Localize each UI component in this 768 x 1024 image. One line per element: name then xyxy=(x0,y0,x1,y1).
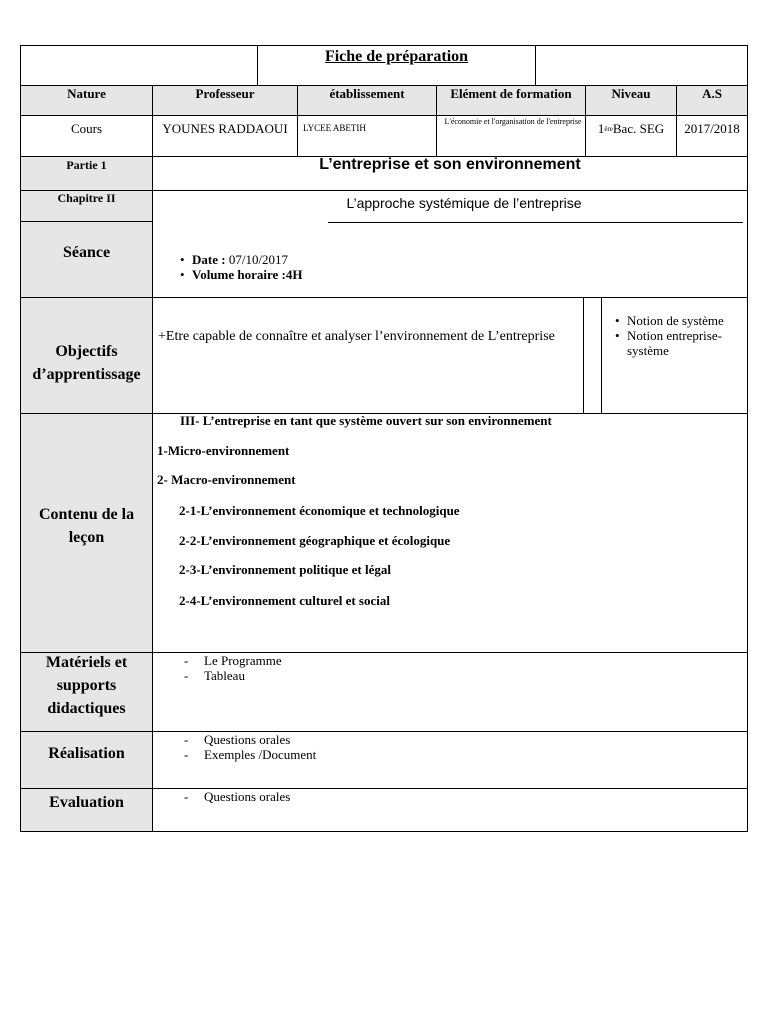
divider xyxy=(676,86,677,156)
divider xyxy=(328,222,743,223)
professeur-value: YOUNES RADDAOUI xyxy=(162,121,288,136)
divider xyxy=(20,297,748,298)
materiels-label xyxy=(21,651,152,720)
info-as xyxy=(677,116,747,142)
contenu-line: 2- Macro-environnement xyxy=(157,472,296,487)
nature-value: Cours xyxy=(70,121,103,136)
volume-text: Volume horaire :4H xyxy=(192,267,303,282)
col-header-professeur xyxy=(153,86,297,102)
seance-label xyxy=(21,240,152,264)
chapitre-label-text: Chapitre II xyxy=(57,191,116,205)
seance-volume-item xyxy=(192,267,576,282)
realisation-list-cell xyxy=(180,732,480,762)
date-value: 07/10/2017 xyxy=(225,252,289,267)
niveau-sup: ère xyxy=(604,125,613,133)
materiels-label-line3: didactiques xyxy=(47,700,126,717)
contenu-line: 2-2-L’environnement géographique et écologique xyxy=(179,533,451,548)
title-row xyxy=(20,45,748,86)
materiel-item: - Tableau xyxy=(180,668,480,683)
contenu-label-line2: leçon xyxy=(68,529,105,546)
element-value: L'économie et l'organisation de l'entreprise xyxy=(444,117,582,126)
col-header-nature xyxy=(21,86,152,102)
contenu-label xyxy=(21,503,152,549)
objectifs-label-line1: Objectifs xyxy=(55,343,118,360)
contenu-line: 2-4-L’environnement culturel et social xyxy=(179,593,390,608)
partie-value-text: L’entreprise et son environnement xyxy=(319,156,581,173)
objectifs-text-value: +Etre capable de connaître et analyser l’environnement de L’entreprise xyxy=(158,329,555,344)
col-header-as xyxy=(677,86,747,102)
materiels-label-line2: supports xyxy=(56,677,117,694)
materiels-list-cell xyxy=(180,653,480,683)
col-label: Nature xyxy=(67,86,106,101)
chapitre-value-text: L’approche systémique de l’entreprise xyxy=(346,195,582,211)
evaluation-list xyxy=(180,789,480,804)
col-label: établissement xyxy=(329,86,405,101)
evaluation-item: - Questions orales xyxy=(180,789,480,804)
as-value: 2017/2018 xyxy=(684,121,740,136)
info-element xyxy=(442,116,584,144)
title-blank-left xyxy=(20,45,258,86)
materiels-list xyxy=(180,653,480,683)
col-label: Professeur xyxy=(195,86,255,101)
divider xyxy=(297,86,298,156)
info-niveau xyxy=(586,116,676,142)
notions-list xyxy=(611,313,745,358)
objectifs-text xyxy=(158,327,578,346)
notions-cell xyxy=(611,313,745,358)
notion-item: • Notion entreprise-système xyxy=(627,328,745,358)
contenu-line: 2-1-L’environnement économique et technologique xyxy=(179,503,460,518)
partie-label-text: Partie 1 xyxy=(66,158,107,172)
col-label: A.S xyxy=(702,86,722,101)
objectifs-label-line2: d’apprentissage xyxy=(32,366,141,383)
partie-label xyxy=(21,158,152,178)
divider xyxy=(20,221,153,222)
etablissement-value: LYCEE ABETIH xyxy=(303,123,366,133)
niveau-prefix: 1 xyxy=(597,121,605,136)
realisation-label xyxy=(21,741,152,765)
date-label: Date : xyxy=(192,252,226,267)
col-header-niveau xyxy=(586,86,676,102)
contenu-line: 1-Micro-environnement xyxy=(157,443,290,458)
notion-item: • Notion de système xyxy=(627,313,745,328)
divider xyxy=(585,86,586,156)
evaluation-label xyxy=(21,790,152,814)
info-nature xyxy=(21,116,152,142)
info-professeur xyxy=(153,116,297,142)
divider xyxy=(583,297,584,413)
col-header-etablissement xyxy=(298,86,436,102)
col-label: Elément de formation xyxy=(450,86,572,101)
chapitre-value xyxy=(153,195,747,215)
info-etablissement xyxy=(303,123,433,137)
materiels-label-line1: Matériels et xyxy=(45,654,128,671)
col-header-element xyxy=(437,86,585,102)
realisation-item: - Exemples /Document xyxy=(180,747,480,762)
page-title: Fiche de préparation xyxy=(324,47,469,65)
contenu-line: III- L’entreprise en tant que système ouvert sur son environnement xyxy=(180,413,552,428)
realisation-list xyxy=(180,732,480,762)
seance-label-text: Séance xyxy=(62,243,111,261)
title-cell xyxy=(258,45,536,86)
divider xyxy=(601,297,602,413)
materiel-item: - Le Programme xyxy=(180,653,480,668)
evaluation-label-text: Evaluation xyxy=(49,793,124,811)
col-label: Niveau xyxy=(611,86,651,101)
seance-date-item xyxy=(192,252,576,267)
realisation-item: - Questions orales xyxy=(180,732,480,747)
seance-content xyxy=(176,252,576,282)
partie-value xyxy=(153,156,747,178)
contenu-line: 2-3-L’environnement politique et légal xyxy=(179,562,391,577)
chapitre-label xyxy=(21,191,152,207)
contenu-label-line1: Contenu de la xyxy=(38,506,135,523)
divider xyxy=(152,86,153,156)
niveau-rest: Bac. SEG xyxy=(612,121,665,136)
realisation-label-text: Réalisation xyxy=(48,744,125,762)
seance-list xyxy=(176,252,576,282)
objectifs-label xyxy=(21,340,152,386)
evaluation-list-cell xyxy=(180,789,480,804)
divider xyxy=(436,86,437,156)
